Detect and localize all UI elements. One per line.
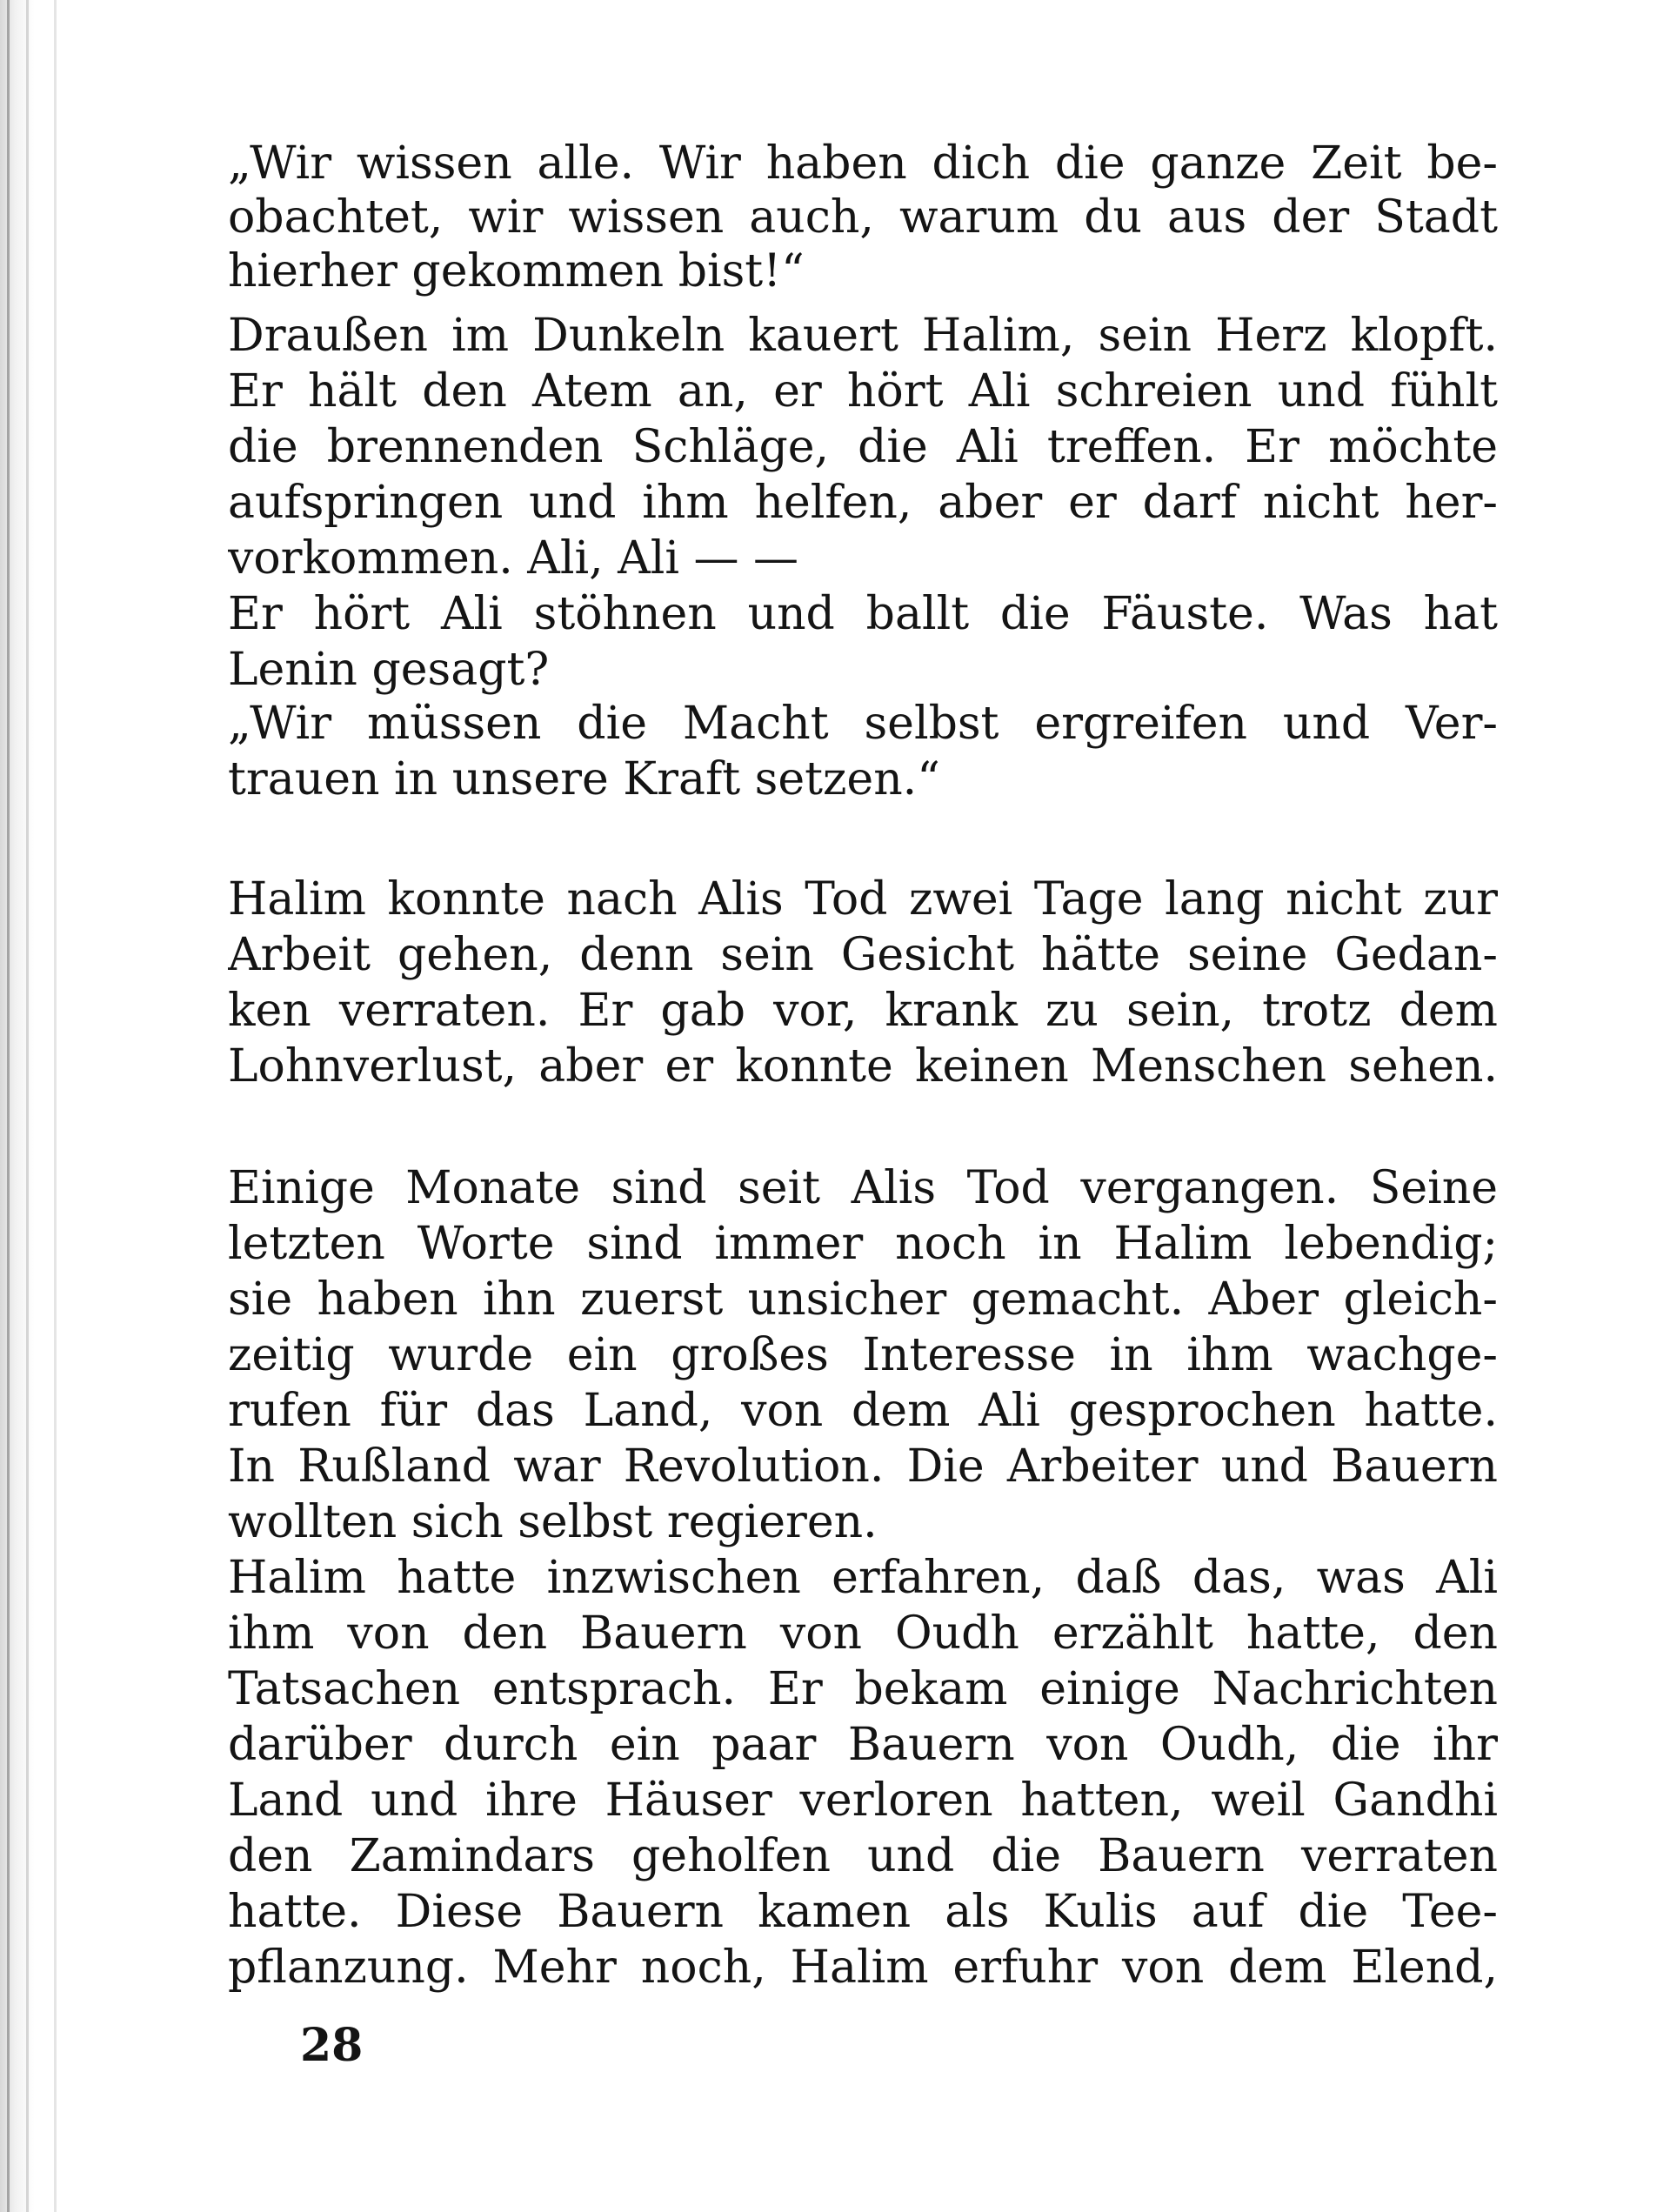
text-line: ken verraten. Er gab vor, krank zu sein, trotz dem	[228, 985, 1498, 1037]
text-line: aufspringen und ihm helfen, aber er darf nicht her-	[228, 477, 1498, 529]
text-line: Halim konnte nach Alis Tod zwei Tage lang nicht zur	[228, 873, 1498, 926]
text-line: Er hört Ali stöhnen und ballt die Fäuste. Was hat	[228, 588, 1498, 640]
text-line: pflanzung. Mehr noch, Halim erfuhr von dem Elend,	[228, 1941, 1498, 1994]
text-line: darüber durch ein paar Bauern von Oudh, die ihr	[228, 1719, 1498, 1771]
book-spine-shadow	[0, 0, 96, 2212]
text-line: Lohnverlust, aber er konnte keinen Menschen sehen.	[228, 1040, 1498, 1093]
text-line: Draußen im Dunkeln kauert Halim, sein Herz klopft.	[228, 310, 1498, 362]
text-line: Tatsachen entsprach. Er bekam einige Nachrichten	[228, 1663, 1498, 1715]
text-line: obachtet, wir wissen auch, warum du aus der Stadt	[228, 191, 1498, 244]
text-line: ihm von den Bauern von Oudh erzählt hatte, den	[228, 1607, 1498, 1660]
text-line: Land und ihre Häuser verloren hatten, weil Gandhi	[228, 1774, 1498, 1827]
text-line: Einige Monate sind seit Alis Tod vergangen. Seine	[228, 1162, 1498, 1214]
text-line: rufen für das Land, von dem Ali gesprochen hatte.	[228, 1385, 1498, 1437]
text-line: In Rußland war Revolution. Die Arbeiter und Bauern	[228, 1440, 1498, 1493]
spine-edge-line	[54, 0, 57, 2212]
text-line: letzten Worte sind immer noch in Halim lebendig;	[228, 1218, 1498, 1270]
text-line: trauen in unsere Kraft setzen.“	[228, 753, 940, 805]
text-line: den Zamindars geholfen und die Bauern verraten	[228, 1830, 1498, 1882]
text-line: Arbeit gehen, denn sein Gesicht hätte seine Gedan-	[228, 929, 1498, 981]
text-line: sie haben ihn zuerst unsicher gemacht. Aber gleich-	[228, 1273, 1498, 1326]
text-line: hatte. Diese Bauern kamen als Kulis auf die Tee-	[228, 1886, 1498, 1938]
text-line: vorkommen. Ali, Ali — —	[228, 532, 799, 585]
text-line: Lenin gesagt?	[228, 644, 550, 696]
page-number: 28	[300, 2019, 364, 2072]
text-line: „Wir müssen die Macht selbst ergreifen und Ver-	[228, 698, 1498, 750]
spine-edge-line	[26, 0, 29, 2212]
text-line: zeitig wurde ein großes Interesse in ihm wachge-	[228, 1329, 1498, 1381]
text-line: wollten sich selbst regieren.	[228, 1496, 878, 1548]
spine-edge-line	[7, 0, 10, 2212]
text-line: „Wir wissen alle. Wir haben dich die ganze Zeit be-	[228, 137, 1498, 190]
text-line: die brennenden Schläge, die Ali treffen. Er möchte	[228, 421, 1498, 473]
page-body-text	[228, 137, 1498, 1994]
text-line: hierher gekommen bist!“	[228, 245, 805, 297]
text-line: Er hält den Atem an, er hört Ali schreien und fühlt	[228, 365, 1498, 418]
text-line: Halim hatte inzwischen erfahren, daß das, was Ali	[228, 1552, 1498, 1604]
